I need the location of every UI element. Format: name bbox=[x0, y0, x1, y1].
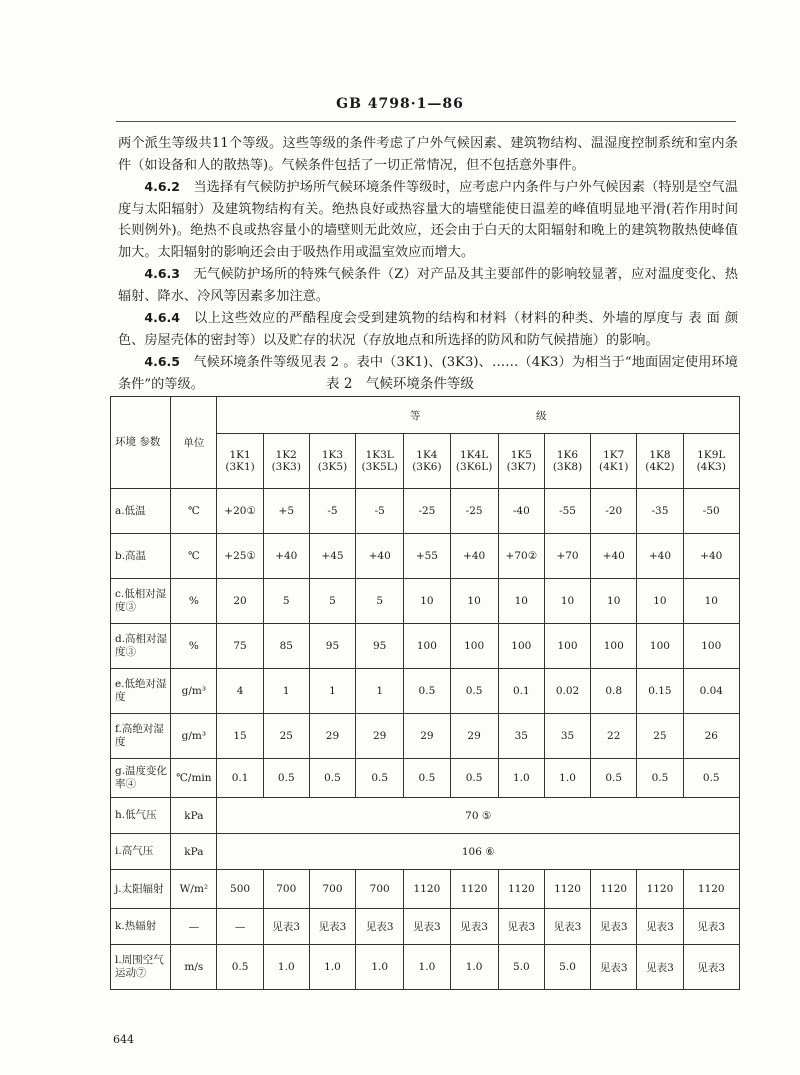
unit-cell: ℃ bbox=[171, 534, 217, 579]
grade-code: 1K3L bbox=[365, 449, 394, 461]
grade-code-cell bbox=[309, 434, 355, 489]
grade-code-cell bbox=[637, 434, 683, 489]
unit-cell: g/m³ bbox=[171, 669, 217, 714]
value-cell: -25 bbox=[450, 489, 498, 534]
unit-cell: m/s bbox=[171, 945, 217, 990]
table-row bbox=[111, 624, 740, 669]
value-cell: 700 bbox=[263, 870, 309, 909]
grade-code: 1K6 bbox=[556, 449, 579, 461]
param-cell: h.低气压 bbox=[111, 798, 171, 834]
paragraph bbox=[118, 176, 738, 263]
value-cell: 0.5 bbox=[404, 759, 450, 798]
value-cell: 10 bbox=[544, 579, 590, 624]
paragraph-text: 以上这些效应的严酷程度会受到建筑物的结构和材料（材料的种类、外墙的厚度与 表 面 颜色、房屋壳体的密封等）以及贮存的状况（存放地点和所选择的防风和防气候措施）的影响。 bbox=[118, 311, 739, 348]
param-cell: e.低绝对湿度 bbox=[111, 669, 171, 714]
value-cell: 29 bbox=[309, 714, 355, 759]
value-cell: 15 bbox=[217, 714, 263, 759]
value-cell: -25 bbox=[404, 489, 450, 534]
value-cell: 10 bbox=[498, 579, 544, 624]
value-cell: 25 bbox=[263, 714, 309, 759]
grade-equivalent: (3K6L) bbox=[455, 461, 493, 473]
value-cell: +25① bbox=[217, 534, 263, 579]
table-row bbox=[111, 834, 740, 870]
value-cell: 100 bbox=[637, 624, 683, 669]
grade-equivalent: (3K8) bbox=[552, 461, 583, 473]
body-text bbox=[118, 133, 738, 395]
param-header: 环境 参数 bbox=[111, 397, 171, 489]
value-cell: 10 bbox=[591, 579, 637, 624]
param-cell: k.热辐射 bbox=[111, 909, 171, 945]
value-cell: +70 bbox=[544, 534, 590, 579]
value-cell: 10 bbox=[637, 579, 683, 624]
value-cell: 见表3 bbox=[683, 945, 739, 990]
grade-code-cell bbox=[356, 434, 404, 489]
grade-code-cell bbox=[217, 434, 263, 489]
value-cell: 1.0 bbox=[309, 945, 355, 990]
value-cell: -55 bbox=[544, 489, 590, 534]
value-cell: 0.1 bbox=[498, 669, 544, 714]
value-cell: 26 bbox=[683, 714, 739, 759]
table-row bbox=[111, 579, 740, 624]
header-rule bbox=[116, 121, 736, 122]
value-cell: +45 bbox=[309, 534, 355, 579]
value-cell: 1.0 bbox=[263, 945, 309, 990]
grade-code-cell bbox=[683, 434, 739, 489]
grade-header: 等 级 bbox=[217, 397, 740, 434]
value-cell: 100 bbox=[683, 624, 739, 669]
grade-code: 1K2 bbox=[275, 449, 297, 461]
grade-equivalent: (4K3) bbox=[696, 461, 726, 473]
value-cell: 1120 bbox=[591, 870, 637, 909]
param-cell: i.高气压 bbox=[111, 834, 171, 870]
value-cell: 1120 bbox=[404, 870, 450, 909]
value-cell: -20 bbox=[591, 489, 637, 534]
value-cell: 1 bbox=[309, 669, 355, 714]
value-cell: 700 bbox=[356, 870, 404, 909]
paragraph bbox=[118, 263, 738, 307]
table-row bbox=[111, 489, 740, 534]
value-cell: 75 bbox=[217, 624, 263, 669]
paragraph-text: 无气候防护场所的特殊气候条件（Z）对产品及其主要部件的影响较显著，应对温度变化、热辐射、降水、冷风等因素多加注意。 bbox=[118, 267, 738, 304]
value-cell: 0.5 bbox=[683, 759, 739, 798]
table-body bbox=[111, 397, 740, 990]
grade-code-cell bbox=[404, 434, 450, 489]
value-cell: 5.0 bbox=[544, 945, 590, 990]
value-cell: 1.0 bbox=[404, 945, 450, 990]
clause-number: 4.6.4 bbox=[144, 310, 180, 325]
value-cell: +40 bbox=[356, 534, 404, 579]
table-row bbox=[111, 945, 740, 990]
value-cell: 0.5 bbox=[263, 759, 309, 798]
header-row bbox=[111, 397, 740, 434]
page-header: GB 4798·1—86 bbox=[336, 96, 464, 112]
value-cell: 85 bbox=[263, 624, 309, 669]
value-cell: +55 bbox=[404, 534, 450, 579]
grade-equivalent: (3K5L) bbox=[361, 461, 398, 473]
value-cell: 100 bbox=[591, 624, 637, 669]
value-cell: 见表3 bbox=[637, 909, 683, 945]
param-cell: l.周围空气运动⑦ bbox=[111, 945, 171, 990]
value-cell: 见表3 bbox=[498, 909, 544, 945]
table-row bbox=[111, 870, 740, 909]
value-cell: +20① bbox=[217, 489, 263, 534]
unit-cell: % bbox=[171, 579, 217, 624]
value-cell: 1120 bbox=[544, 870, 590, 909]
value-cell: -35 bbox=[637, 489, 683, 534]
unit-cell: kPa bbox=[171, 798, 217, 834]
value-cell: 1120 bbox=[498, 870, 544, 909]
value-cell: 1.0 bbox=[544, 759, 590, 798]
value-cell: — bbox=[217, 909, 263, 945]
value-cell: 500 bbox=[217, 870, 263, 909]
grade-code: 1K5 bbox=[510, 449, 532, 461]
value-cell: 1120 bbox=[450, 870, 498, 909]
clause-number: 4.6.2 bbox=[144, 179, 180, 194]
value-cell: 100 bbox=[544, 624, 590, 669]
param-cell: b.高温 bbox=[111, 534, 171, 579]
grade-code-cell bbox=[591, 434, 637, 489]
value-cell: +40 bbox=[450, 534, 498, 579]
unit-cell: kPa bbox=[171, 834, 217, 870]
table-row bbox=[111, 534, 740, 579]
value-cell: 70 ⑤ bbox=[217, 798, 740, 834]
grade-code: 1K1 bbox=[229, 449, 251, 461]
value-cell: 见表3 bbox=[591, 909, 637, 945]
grade-code: 1K4L bbox=[460, 449, 489, 461]
grade-code: 1K7 bbox=[603, 449, 625, 461]
grade-code: 1K4 bbox=[416, 449, 438, 461]
value-cell: +40 bbox=[683, 534, 739, 579]
unit-cell: ℃ bbox=[171, 489, 217, 534]
value-cell: 35 bbox=[498, 714, 544, 759]
value-cell: 0.5 bbox=[450, 669, 498, 714]
value-cell: 100 bbox=[404, 624, 450, 669]
value-cell: 10 bbox=[683, 579, 739, 624]
paragraph-text: 气候环境条件等级见表 2 。表中（3K1)、(3K3)、……（4K3）为相当于“地面固定使用环境条件”的等级。 bbox=[118, 355, 738, 392]
unit-cell: % bbox=[171, 624, 217, 669]
value-cell: -5 bbox=[309, 489, 355, 534]
value-cell: 100 bbox=[450, 624, 498, 669]
value-cell: 10 bbox=[404, 579, 450, 624]
param-cell: j.太阳辐射 bbox=[111, 870, 171, 909]
value-cell: 100 bbox=[498, 624, 544, 669]
value-cell: 700 bbox=[309, 870, 355, 909]
value-cell: +40 bbox=[263, 534, 309, 579]
param-cell: a.低温 bbox=[111, 489, 171, 534]
paragraph-text: 两个派生等级共11个等级。这些等级的条件考虑了户外气候因素、建筑物结构、温湿度控制系统和室内条件（如设备和人的散热等)。气候条件包括了一切正常情况，但不包括意外事件。 bbox=[118, 136, 738, 173]
table-row bbox=[111, 759, 740, 798]
value-cell: 10 bbox=[450, 579, 498, 624]
grade-equivalent: (3K1) bbox=[225, 461, 255, 473]
grade-code-cell bbox=[498, 434, 544, 489]
value-cell: 见表3 bbox=[591, 945, 637, 990]
unit-cell: — bbox=[171, 909, 217, 945]
value-cell: 1.0 bbox=[356, 945, 404, 990]
param-cell: c.低相对湿度③ bbox=[111, 579, 171, 624]
table-row bbox=[111, 714, 740, 759]
grade-code-cell bbox=[263, 434, 309, 489]
value-cell: 4 bbox=[217, 669, 263, 714]
value-cell: 29 bbox=[404, 714, 450, 759]
value-cell: 95 bbox=[356, 624, 404, 669]
value-cell: 见表3 bbox=[544, 909, 590, 945]
param-cell: g.温度变化率④ bbox=[111, 759, 171, 798]
unit-cell: ℃/min bbox=[171, 759, 217, 798]
paragraph-text: 当选择有气候防护场所气候环境条件等级时，应考虑户内条件与户外气候因素（特别是空气温度与太阳辐射）及建筑物结构有关。绝热良好或热容量大的墙壁能使日温差的峰值明显地平滑(若作用时间长则例外)。绝热不良或热容量小的墙壁则无此效应，还会由于白天的太阳辐射和晚上的建筑物散热使峰值加大。太阳辐射的影响还会由于吸热作用或温室效应而增大。 bbox=[118, 180, 739, 260]
grade-equivalent: (3K6) bbox=[412, 461, 442, 473]
value-cell: 见表3 bbox=[309, 909, 355, 945]
value-cell: 0.5 bbox=[404, 669, 450, 714]
value-cell: 0.5 bbox=[591, 759, 637, 798]
value-cell: 1 bbox=[263, 669, 309, 714]
climate-table-container bbox=[110, 396, 740, 990]
value-cell: +70② bbox=[498, 534, 544, 579]
value-cell: 1120 bbox=[683, 870, 739, 909]
value-cell: 5 bbox=[356, 579, 404, 624]
grade-equivalent: (3K5) bbox=[317, 461, 348, 473]
paragraph bbox=[118, 133, 738, 176]
unit-cell: g/m³ bbox=[171, 714, 217, 759]
value-cell: 25 bbox=[637, 714, 683, 759]
value-cell: 0.1 bbox=[217, 759, 263, 798]
value-cell: 0.02 bbox=[544, 669, 590, 714]
value-cell: 5 bbox=[309, 579, 355, 624]
grade-code: 1K9L bbox=[697, 449, 726, 461]
table-row bbox=[111, 798, 740, 834]
climate-conditions-table bbox=[110, 396, 740, 990]
clause-number: 4.6.3 bbox=[144, 266, 180, 281]
unit-header: 单位 bbox=[171, 397, 217, 489]
value-cell: -40 bbox=[498, 489, 544, 534]
paragraph bbox=[118, 307, 738, 351]
value-cell: +40 bbox=[637, 534, 683, 579]
value-cell: 0.8 bbox=[591, 669, 637, 714]
value-cell: 1.0 bbox=[498, 759, 544, 798]
value-cell: 见表3 bbox=[404, 909, 450, 945]
value-cell: 0.15 bbox=[637, 669, 683, 714]
grade-code-cell bbox=[544, 434, 590, 489]
value-cell: 95 bbox=[309, 624, 355, 669]
value-cell: 0.5 bbox=[309, 759, 355, 798]
value-cell: 29 bbox=[356, 714, 404, 759]
table-caption: 表 2 气候环境条件等级 bbox=[326, 376, 474, 392]
value-cell: 0.5 bbox=[637, 759, 683, 798]
value-cell: 见表3 bbox=[356, 909, 404, 945]
value-cell: 106 ⑥ bbox=[217, 834, 740, 870]
grade-code: 1K3 bbox=[321, 449, 344, 461]
page-number: 644 bbox=[113, 1033, 134, 1046]
value-cell: 5.0 bbox=[498, 945, 544, 990]
value-cell: -5 bbox=[356, 489, 404, 534]
value-cell: 1.0 bbox=[450, 945, 498, 990]
value-cell: 1 bbox=[356, 669, 404, 714]
param-cell: f.高绝对湿度 bbox=[111, 714, 171, 759]
clause-number: 4.6.5 bbox=[144, 354, 180, 369]
value-cell: 见表3 bbox=[450, 909, 498, 945]
value-cell: 0.5 bbox=[450, 759, 498, 798]
table-row bbox=[111, 669, 740, 714]
value-cell: 0.04 bbox=[683, 669, 739, 714]
value-cell: 22 bbox=[591, 714, 637, 759]
value-cell: +5 bbox=[263, 489, 309, 534]
grade-equivalent: (4K1) bbox=[599, 461, 629, 473]
value-cell: 见表3 bbox=[683, 909, 739, 945]
table-row bbox=[111, 909, 740, 945]
grade-code: 1K8 bbox=[649, 449, 671, 461]
grade-equivalent: (3K7) bbox=[506, 461, 537, 473]
value-cell: 0.5 bbox=[356, 759, 404, 798]
value-cell: 见表3 bbox=[637, 945, 683, 990]
value-cell: 20 bbox=[217, 579, 263, 624]
value-cell: 5 bbox=[263, 579, 309, 624]
value-cell: 1120 bbox=[637, 870, 683, 909]
grade-equivalent: (3K3) bbox=[271, 461, 301, 473]
value-cell: 0.5 bbox=[217, 945, 263, 990]
grade-equivalent: (4K2) bbox=[645, 461, 675, 473]
param-cell: d.高相对湿度③ bbox=[111, 624, 171, 669]
unit-cell: W/m² bbox=[171, 870, 217, 909]
value-cell: 35 bbox=[544, 714, 590, 759]
value-cell: -50 bbox=[683, 489, 739, 534]
value-cell: +40 bbox=[591, 534, 637, 579]
grade-code-cell bbox=[450, 434, 498, 489]
value-cell: 29 bbox=[450, 714, 498, 759]
value-cell: 见表3 bbox=[263, 909, 309, 945]
